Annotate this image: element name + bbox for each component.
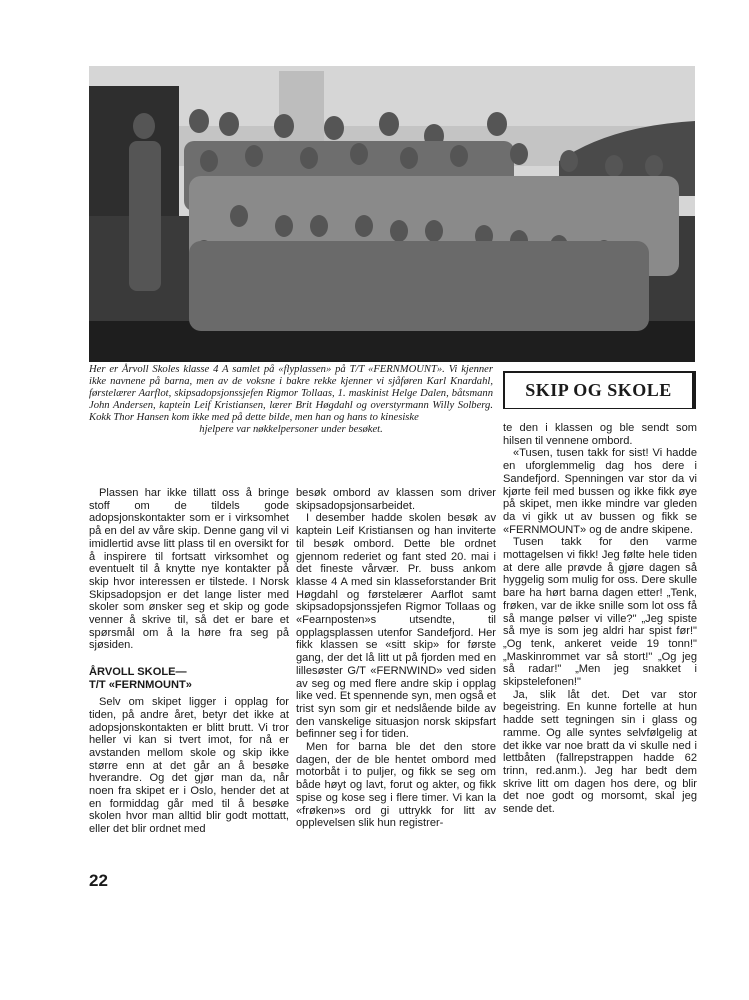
column-3 [503,422,697,816]
article-title: SKIP OG SKOLE [525,380,672,400]
col1-paragraph-1: Plassen har ikke tillatt oss å bringe stoff om de tildels gode adopsjonskontakter som er i virksomhet på en del av våre skip. Denne gang vil vi imidlertid avse litt plass til en oversikt for å inspirere til fortsatt virksomhet og eventuelt til å knytte nye kontakter på skip hvor interessen er tilstede. I Norsk Skipsadopsjon er det lange lister med skoler som ønsker seg et skip og gode venner å skrive til, så det er bare et spørsmål om å la høre fra seg på sjøsiden. [89,487,289,652]
col3-paragraph-1: te den i klassen og ble sendt som hilsen til vennene ombord. [503,422,697,447]
photo-caption [89,364,493,435]
article-title-box [503,371,696,409]
col1-paragraph-2: Selv om skipet ligger i opplag for tiden, på andre året, betyr det ikke at adopsjonskontakten er blitt brutt. Vi tror heller vi kan si tvert imot, for nå er avstanden mellom skole og skip ikke større enn at det går an å besøke hverandre. Og det gjør man da, når noen fra skipet er i Oslo, hender det at en formiddag går med til å besøke skolen hvor man alltid blir godt mottatt, eller det blir ordnet med [89,696,289,836]
col2-paragraph-1: besøk ombord av klassen som driver skipsadopsjonsarbeidet. [296,487,496,512]
page-number: 22 [89,871,108,890]
section-heading [89,666,289,692]
column-1 [89,487,289,836]
col3-paragraph-3: Tusen takk for den varme mottagelsen vi fikk! Jeg følte hele tiden at dere alle prøvde å gjøre dagen så hyggelig som mulig for oss. Dere skulle bare ha hørt barna dagen etter! „Tenk, frøken, var de ikke snille som lot oss få så mange pølser vi ville?" „Jeg spiste så mye is som jeg aldri har spist før!" „Og tenk, ankeret veide 19 tonn!" „Maskinrommet var så stort!" „Og jeg så radar!" „Men jeg snakket i skipstelefonen!" [503,536,697,689]
section-heading-line-1: ÅRVOLL SKOLE— [89,666,187,679]
col3-paragraph-2: «Tusen, tusen takk for sist! Vi hadde en uforglemmelig dag hos dere i Sandefjord. Spenningen var stor da vi kjørte feil med bussen og ikke fikk øye på skipet, men ikke mindre var gleden da vi gikk ut av bussen og fikk se «FERNMOUNT» og de andre skipene. [503,447,697,536]
group-photo [89,66,695,362]
caption-last-line: hjelpere var nøkkelpersoner under besøket. [199,423,383,435]
group-photo-on-ship-deck-icon [89,66,695,362]
col2-paragraph-3: Men for barna ble det den store dagen, der de ble hentet ombord med motorbåt i to puljer, og fikk se seg om både høyt og lavt, forut og akter, og fikk spise og kose seg i flere timer. Vi kan la «frøken»s ord gi uttrykk for litt av opplevelsen slik hun registrer- [296,741,496,830]
col2-paragraph-2: I desember hadde skolen besøk av kaptein Leif Kristiansen og han inviterte til besøk ombord. Dette ble ordnet gjennom rederiet og fant sted 20. mai i det fineste vårvær. Pr. buss ankom klasse 4 A med sin klasseforstander Brit Høgdahl og førstelærer Aarflot samt skipsadopsjonssjefen Rigmor Tollaas og «Fearnposten»s utsendte, til opplagsplassen utenfor Sandefjord. Her fikk klassen se «sitt skip» for første gang, der det lå litt ut på fjorden med en lillesøster G/T «FERNWIND» ved siden av seg og med flere andre skip i opplag like ved. Et spennende syn, men også et trist syn som gir et nedslående bilde av den vanskelige situasjon norsk skipsfart befinner seg i for tiden. [296,512,496,741]
col3-paragraph-4: Ja, slik låt det. Det var stor begeistring. En kunne fortelle at hun hadde sett tegningen sin i glass og ramme. Og alle syntes selvfølgelig at det ikke var noe bratt da vi skulle ned i lettbåten (fallrepstrappen hadde 62 trinn, red.anm.). Jeg har bedt dem skrive litt om dagen hos dere, og blir det noe godt og morsomt, skal jeg sende det. [503,688,697,816]
column-2 [296,487,496,830]
section-heading-line-2: T/T «FERNMOUNT» [89,679,192,692]
caption-text: Her er Årvoll Skoles klasse 4 A samlet på «flyplassen» på T/T «FERNMOUNT». Vi kjenner ikke navnene på barna, men av de voksne i bakre rekke kjenner vi sjåføren Karl Knardahl, førstelærer Aarflot, skipsadopsjonssjefen Rigmor Tollaas, 1. maskinist Helge Dalen, båtsmann John Andersen, kaptein Leif Kristiansen, lærer Brit Høgdahl og overstyrmann Willy Solberg. Kokk Thor Hansen kom ikke med på dette bilde, men han og hans to kinesiske [89,364,493,423]
